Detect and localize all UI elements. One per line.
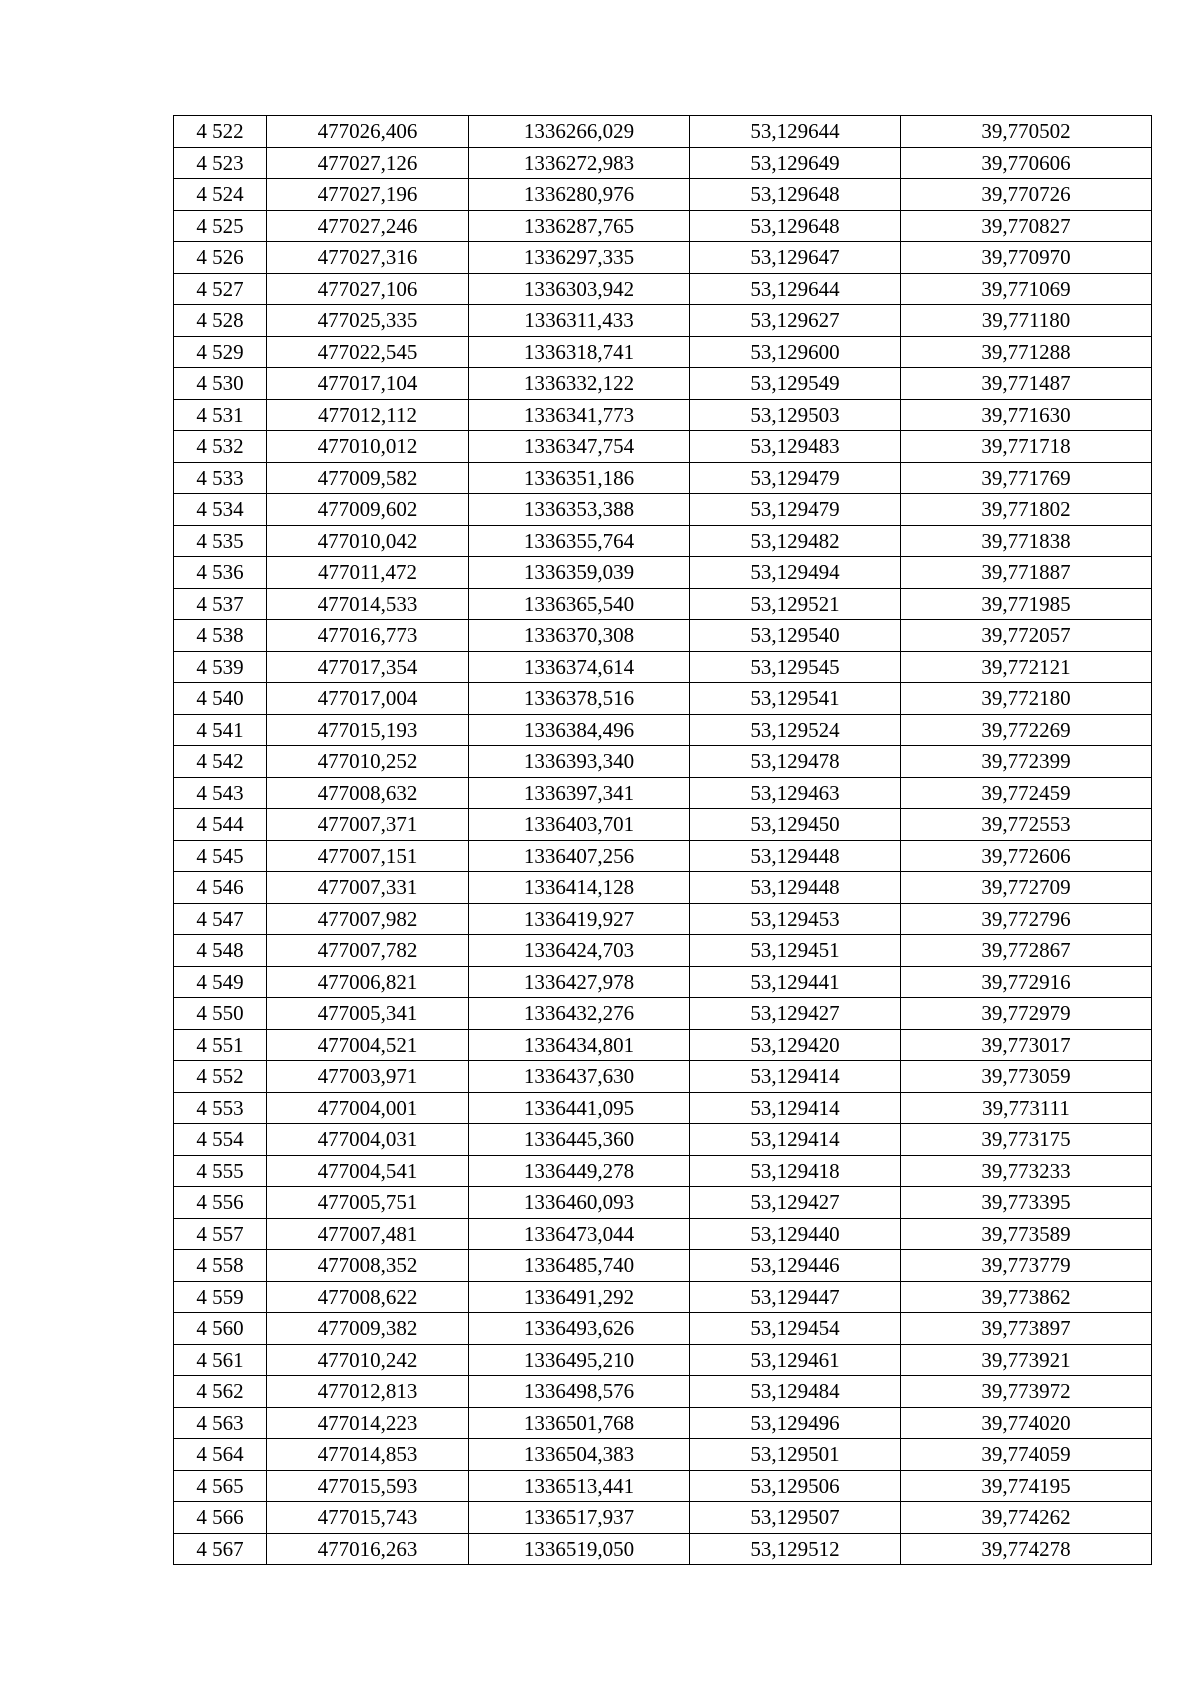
table-row [174, 368, 1152, 400]
table-row [174, 147, 1152, 179]
longitude-cell: 39,772121 [901, 651, 1152, 683]
longitude-cell: 39,771838 [901, 525, 1152, 557]
latitude-cell: 53,129448 [690, 872, 901, 904]
y-coordinate-cell: 1336495,210 [469, 1344, 690, 1376]
x-coordinate-cell: 477010,252 [267, 746, 469, 778]
y-coordinate-cell: 1336449,278 [469, 1155, 690, 1187]
point-number-cell: 4 565 [174, 1470, 267, 1502]
x-coordinate-cell: 477005,751 [267, 1187, 469, 1219]
y-coordinate-cell: 1336441,095 [469, 1092, 690, 1124]
point-number-cell: 4 526 [174, 242, 267, 274]
table-row [174, 1061, 1152, 1093]
y-coordinate-cell: 1336403,701 [469, 809, 690, 841]
point-number-cell: 4 560 [174, 1313, 267, 1345]
longitude-cell: 39,771887 [901, 557, 1152, 589]
table-row [174, 935, 1152, 967]
table-row [174, 1281, 1152, 1313]
y-coordinate-cell: 1336407,256 [469, 840, 690, 872]
x-coordinate-cell: 477010,012 [267, 431, 469, 463]
latitude-cell: 53,129648 [690, 179, 901, 211]
y-coordinate-cell: 1336378,516 [469, 683, 690, 715]
longitude-cell: 39,771802 [901, 494, 1152, 526]
table-row [174, 1124, 1152, 1156]
latitude-cell: 53,129506 [690, 1470, 901, 1502]
x-coordinate-cell: 477007,782 [267, 935, 469, 967]
point-number-cell: 4 528 [174, 305, 267, 337]
coordinates-table-body [174, 116, 1152, 1565]
longitude-cell: 39,771487 [901, 368, 1152, 400]
latitude-cell: 53,129644 [690, 273, 901, 305]
latitude-cell: 53,129447 [690, 1281, 901, 1313]
x-coordinate-cell: 477011,472 [267, 557, 469, 589]
y-coordinate-cell: 1336332,122 [469, 368, 690, 400]
y-coordinate-cell: 1336498,576 [469, 1376, 690, 1408]
x-coordinate-cell: 477010,042 [267, 525, 469, 557]
latitude-cell: 53,129494 [690, 557, 901, 589]
x-coordinate-cell: 477015,593 [267, 1470, 469, 1502]
y-coordinate-cell: 1336351,186 [469, 462, 690, 494]
longitude-cell: 39,772916 [901, 966, 1152, 998]
longitude-cell: 39,774020 [901, 1407, 1152, 1439]
x-coordinate-cell: 477017,004 [267, 683, 469, 715]
table-row [174, 903, 1152, 935]
y-coordinate-cell: 1336393,340 [469, 746, 690, 778]
x-coordinate-cell: 477010,242 [267, 1344, 469, 1376]
longitude-cell: 39,772796 [901, 903, 1152, 935]
latitude-cell: 53,129644 [690, 116, 901, 148]
longitude-cell: 39,774278 [901, 1533, 1152, 1565]
point-number-cell: 4 534 [174, 494, 267, 526]
latitude-cell: 53,129507 [690, 1502, 901, 1534]
table-row [174, 683, 1152, 715]
longitude-cell: 39,770970 [901, 242, 1152, 274]
table-row [174, 714, 1152, 746]
point-number-cell: 4 530 [174, 368, 267, 400]
x-coordinate-cell: 477014,853 [267, 1439, 469, 1471]
y-coordinate-cell: 1336370,308 [469, 620, 690, 652]
point-number-cell: 4 543 [174, 777, 267, 809]
x-coordinate-cell: 477007,151 [267, 840, 469, 872]
table-row [174, 116, 1152, 148]
latitude-cell: 53,129454 [690, 1313, 901, 1345]
x-coordinate-cell: 477014,533 [267, 588, 469, 620]
table-row [174, 494, 1152, 526]
table-row [174, 998, 1152, 1030]
x-coordinate-cell: 477012,112 [267, 399, 469, 431]
point-number-cell: 4 533 [174, 462, 267, 494]
y-coordinate-cell: 1336460,093 [469, 1187, 690, 1219]
y-coordinate-cell: 1336347,754 [469, 431, 690, 463]
x-coordinate-cell: 477026,406 [267, 116, 469, 148]
table-row [174, 1155, 1152, 1187]
latitude-cell: 53,129448 [690, 840, 901, 872]
latitude-cell: 53,129512 [690, 1533, 901, 1565]
latitude-cell: 53,129524 [690, 714, 901, 746]
latitude-cell: 53,129427 [690, 998, 901, 1030]
x-coordinate-cell: 477004,541 [267, 1155, 469, 1187]
y-coordinate-cell: 1336419,927 [469, 903, 690, 935]
table-row [174, 809, 1152, 841]
latitude-cell: 53,129496 [690, 1407, 901, 1439]
point-number-cell: 4 553 [174, 1092, 267, 1124]
table-row [174, 1533, 1152, 1565]
x-coordinate-cell: 477009,382 [267, 1313, 469, 1345]
point-number-cell: 4 567 [174, 1533, 267, 1565]
point-number-cell: 4 549 [174, 966, 267, 998]
x-coordinate-cell: 477027,196 [267, 179, 469, 211]
x-coordinate-cell: 477027,246 [267, 210, 469, 242]
table-row [174, 305, 1152, 337]
table-row [174, 966, 1152, 998]
y-coordinate-cell: 1336434,801 [469, 1029, 690, 1061]
longitude-cell: 39,773233 [901, 1155, 1152, 1187]
point-number-cell: 4 539 [174, 651, 267, 683]
y-coordinate-cell: 1336287,765 [469, 210, 690, 242]
x-coordinate-cell: 477014,223 [267, 1407, 469, 1439]
latitude-cell: 53,129540 [690, 620, 901, 652]
longitude-cell: 39,774059 [901, 1439, 1152, 1471]
point-number-cell: 4 532 [174, 431, 267, 463]
x-coordinate-cell: 477004,001 [267, 1092, 469, 1124]
point-number-cell: 4 527 [174, 273, 267, 305]
x-coordinate-cell: 477027,126 [267, 147, 469, 179]
table-row [174, 336, 1152, 368]
y-coordinate-cell: 1336424,703 [469, 935, 690, 967]
table-row [174, 1344, 1152, 1376]
x-coordinate-cell: 477004,031 [267, 1124, 469, 1156]
x-coordinate-cell: 477007,371 [267, 809, 469, 841]
y-coordinate-cell: 1336397,341 [469, 777, 690, 809]
table-row [174, 557, 1152, 589]
point-number-cell: 4 535 [174, 525, 267, 557]
table-row [174, 651, 1152, 683]
point-number-cell: 4 552 [174, 1061, 267, 1093]
point-number-cell: 4 531 [174, 399, 267, 431]
longitude-cell: 39,773059 [901, 1061, 1152, 1093]
y-coordinate-cell: 1336517,937 [469, 1502, 690, 1534]
y-coordinate-cell: 1336493,626 [469, 1313, 690, 1345]
x-coordinate-cell: 477025,335 [267, 305, 469, 337]
y-coordinate-cell: 1336432,276 [469, 998, 690, 1030]
longitude-cell: 39,773779 [901, 1250, 1152, 1282]
x-coordinate-cell: 477016,773 [267, 620, 469, 652]
longitude-cell: 39,771180 [901, 305, 1152, 337]
point-number-cell: 4 524 [174, 179, 267, 211]
point-number-cell: 4 522 [174, 116, 267, 148]
x-coordinate-cell: 477017,104 [267, 368, 469, 400]
y-coordinate-cell: 1336341,773 [469, 399, 690, 431]
longitude-cell: 39,772606 [901, 840, 1152, 872]
latitude-cell: 53,129461 [690, 1344, 901, 1376]
y-coordinate-cell: 1336427,978 [469, 966, 690, 998]
point-number-cell: 4 557 [174, 1218, 267, 1250]
table-row [174, 462, 1152, 494]
point-number-cell: 4 536 [174, 557, 267, 589]
point-number-cell: 4 529 [174, 336, 267, 368]
latitude-cell: 53,129479 [690, 494, 901, 526]
longitude-cell: 39,771288 [901, 336, 1152, 368]
latitude-cell: 53,129600 [690, 336, 901, 368]
y-coordinate-cell: 1336303,942 [469, 273, 690, 305]
latitude-cell: 53,129483 [690, 431, 901, 463]
longitude-cell: 39,773972 [901, 1376, 1152, 1408]
y-coordinate-cell: 1336365,540 [469, 588, 690, 620]
longitude-cell: 39,773175 [901, 1124, 1152, 1156]
coordinates-table [173, 115, 1152, 1565]
table-row [174, 242, 1152, 274]
longitude-cell: 39,773395 [901, 1187, 1152, 1219]
x-coordinate-cell: 477015,193 [267, 714, 469, 746]
table-row [174, 1218, 1152, 1250]
x-coordinate-cell: 477008,632 [267, 777, 469, 809]
latitude-cell: 53,129545 [690, 651, 901, 683]
point-number-cell: 4 554 [174, 1124, 267, 1156]
x-coordinate-cell: 477012,813 [267, 1376, 469, 1408]
x-coordinate-cell: 477004,521 [267, 1029, 469, 1061]
point-number-cell: 4 548 [174, 935, 267, 967]
x-coordinate-cell: 477007,331 [267, 872, 469, 904]
table-row [174, 1313, 1152, 1345]
longitude-cell: 39,773589 [901, 1218, 1152, 1250]
y-coordinate-cell: 1336485,740 [469, 1250, 690, 1282]
longitude-cell: 39,772459 [901, 777, 1152, 809]
latitude-cell: 53,129549 [690, 368, 901, 400]
point-number-cell: 4 556 [174, 1187, 267, 1219]
longitude-cell: 39,771769 [901, 462, 1152, 494]
longitude-cell: 39,772057 [901, 620, 1152, 652]
x-coordinate-cell: 477006,821 [267, 966, 469, 998]
point-number-cell: 4 562 [174, 1376, 267, 1408]
table-row [174, 525, 1152, 557]
longitude-cell: 39,774262 [901, 1502, 1152, 1534]
table-row [174, 431, 1152, 463]
longitude-cell: 39,772867 [901, 935, 1152, 967]
table-row [174, 1376, 1152, 1408]
y-coordinate-cell: 1336504,383 [469, 1439, 690, 1471]
latitude-cell: 53,129482 [690, 525, 901, 557]
table-row [174, 1092, 1152, 1124]
point-number-cell: 4 559 [174, 1281, 267, 1313]
x-coordinate-cell: 477017,354 [267, 651, 469, 683]
table-row [174, 179, 1152, 211]
longitude-cell: 39,773111 [901, 1092, 1152, 1124]
y-coordinate-cell: 1336266,029 [469, 116, 690, 148]
latitude-cell: 53,129453 [690, 903, 901, 935]
latitude-cell: 53,129503 [690, 399, 901, 431]
latitude-cell: 53,129440 [690, 1218, 901, 1250]
point-number-cell: 4 540 [174, 683, 267, 715]
x-coordinate-cell: 477027,106 [267, 273, 469, 305]
x-coordinate-cell: 477009,582 [267, 462, 469, 494]
longitude-cell: 39,771069 [901, 273, 1152, 305]
longitude-cell: 39,770726 [901, 179, 1152, 211]
table-row [174, 1502, 1152, 1534]
longitude-cell: 39,770502 [901, 116, 1152, 148]
latitude-cell: 53,129479 [690, 462, 901, 494]
x-coordinate-cell: 477007,481 [267, 1218, 469, 1250]
y-coordinate-cell: 1336280,976 [469, 179, 690, 211]
latitude-cell: 53,129649 [690, 147, 901, 179]
y-coordinate-cell: 1336355,764 [469, 525, 690, 557]
y-coordinate-cell: 1336513,441 [469, 1470, 690, 1502]
x-coordinate-cell: 477008,352 [267, 1250, 469, 1282]
y-coordinate-cell: 1336297,335 [469, 242, 690, 274]
latitude-cell: 53,129478 [690, 746, 901, 778]
longitude-cell: 39,771985 [901, 588, 1152, 620]
y-coordinate-cell: 1336445,360 [469, 1124, 690, 1156]
table-row [174, 872, 1152, 904]
table-row [174, 1187, 1152, 1219]
x-coordinate-cell: 477027,316 [267, 242, 469, 274]
longitude-cell: 39,773017 [901, 1029, 1152, 1061]
y-coordinate-cell: 1336437,630 [469, 1061, 690, 1093]
latitude-cell: 53,129521 [690, 588, 901, 620]
point-number-cell: 4 537 [174, 588, 267, 620]
longitude-cell: 39,773921 [901, 1344, 1152, 1376]
x-coordinate-cell: 477008,622 [267, 1281, 469, 1313]
table-row [174, 1250, 1152, 1282]
y-coordinate-cell: 1336318,741 [469, 336, 690, 368]
table-row [174, 273, 1152, 305]
latitude-cell: 53,129541 [690, 683, 901, 715]
x-coordinate-cell: 477007,982 [267, 903, 469, 935]
x-coordinate-cell: 477015,743 [267, 1502, 469, 1534]
longitude-cell: 39,773897 [901, 1313, 1152, 1345]
y-coordinate-cell: 1336384,496 [469, 714, 690, 746]
x-coordinate-cell: 477005,341 [267, 998, 469, 1030]
y-coordinate-cell: 1336272,983 [469, 147, 690, 179]
longitude-cell: 39,773862 [901, 1281, 1152, 1313]
longitude-cell: 39,772399 [901, 746, 1152, 778]
x-coordinate-cell: 477009,602 [267, 494, 469, 526]
point-number-cell: 4 555 [174, 1155, 267, 1187]
point-number-cell: 4 547 [174, 903, 267, 935]
latitude-cell: 53,129484 [690, 1376, 901, 1408]
y-coordinate-cell: 1336519,050 [469, 1533, 690, 1565]
longitude-cell: 39,770827 [901, 210, 1152, 242]
y-coordinate-cell: 1336311,433 [469, 305, 690, 337]
latitude-cell: 53,129463 [690, 777, 901, 809]
latitude-cell: 53,129427 [690, 1187, 901, 1219]
x-coordinate-cell: 477016,263 [267, 1533, 469, 1565]
latitude-cell: 53,129647 [690, 242, 901, 274]
point-number-cell: 4 563 [174, 1407, 267, 1439]
latitude-cell: 53,129450 [690, 809, 901, 841]
table-row [174, 1029, 1152, 1061]
table-row [174, 1470, 1152, 1502]
latitude-cell: 53,129420 [690, 1029, 901, 1061]
point-number-cell: 4 544 [174, 809, 267, 841]
table-row [174, 588, 1152, 620]
longitude-cell: 39,772269 [901, 714, 1152, 746]
latitude-cell: 53,129501 [690, 1439, 901, 1471]
point-number-cell: 4 525 [174, 210, 267, 242]
longitude-cell: 39,772180 [901, 683, 1152, 715]
table-row [174, 1407, 1152, 1439]
point-number-cell: 4 538 [174, 620, 267, 652]
longitude-cell: 39,770606 [901, 147, 1152, 179]
longitude-cell: 39,774195 [901, 1470, 1152, 1502]
y-coordinate-cell: 1336414,128 [469, 872, 690, 904]
latitude-cell: 53,129451 [690, 935, 901, 967]
y-coordinate-cell: 1336491,292 [469, 1281, 690, 1313]
point-number-cell: 4 545 [174, 840, 267, 872]
latitude-cell: 53,129627 [690, 305, 901, 337]
longitude-cell: 39,772553 [901, 809, 1152, 841]
latitude-cell: 53,129414 [690, 1124, 901, 1156]
point-number-cell: 4 551 [174, 1029, 267, 1061]
table-row [174, 746, 1152, 778]
longitude-cell: 39,771718 [901, 431, 1152, 463]
point-number-cell: 4 558 [174, 1250, 267, 1282]
point-number-cell: 4 561 [174, 1344, 267, 1376]
point-number-cell: 4 564 [174, 1439, 267, 1471]
latitude-cell: 53,129446 [690, 1250, 901, 1282]
longitude-cell: 39,772709 [901, 872, 1152, 904]
latitude-cell: 53,129418 [690, 1155, 901, 1187]
x-coordinate-cell: 477022,545 [267, 336, 469, 368]
point-number-cell: 4 541 [174, 714, 267, 746]
point-number-cell: 4 542 [174, 746, 267, 778]
latitude-cell: 53,129648 [690, 210, 901, 242]
table-row [174, 620, 1152, 652]
point-number-cell: 4 566 [174, 1502, 267, 1534]
y-coordinate-cell: 1336353,388 [469, 494, 690, 526]
point-number-cell: 4 546 [174, 872, 267, 904]
y-coordinate-cell: 1336473,044 [469, 1218, 690, 1250]
x-coordinate-cell: 477003,971 [267, 1061, 469, 1093]
longitude-cell: 39,771630 [901, 399, 1152, 431]
table-row [174, 1439, 1152, 1471]
y-coordinate-cell: 1336359,039 [469, 557, 690, 589]
y-coordinate-cell: 1336374,614 [469, 651, 690, 683]
table-row [174, 777, 1152, 809]
y-coordinate-cell: 1336501,768 [469, 1407, 690, 1439]
table-row [174, 210, 1152, 242]
table-row [174, 399, 1152, 431]
point-number-cell: 4 550 [174, 998, 267, 1030]
table-row [174, 840, 1152, 872]
latitude-cell: 53,129414 [690, 1061, 901, 1093]
latitude-cell: 53,129441 [690, 966, 901, 998]
point-number-cell: 4 523 [174, 147, 267, 179]
latitude-cell: 53,129414 [690, 1092, 901, 1124]
longitude-cell: 39,772979 [901, 998, 1152, 1030]
